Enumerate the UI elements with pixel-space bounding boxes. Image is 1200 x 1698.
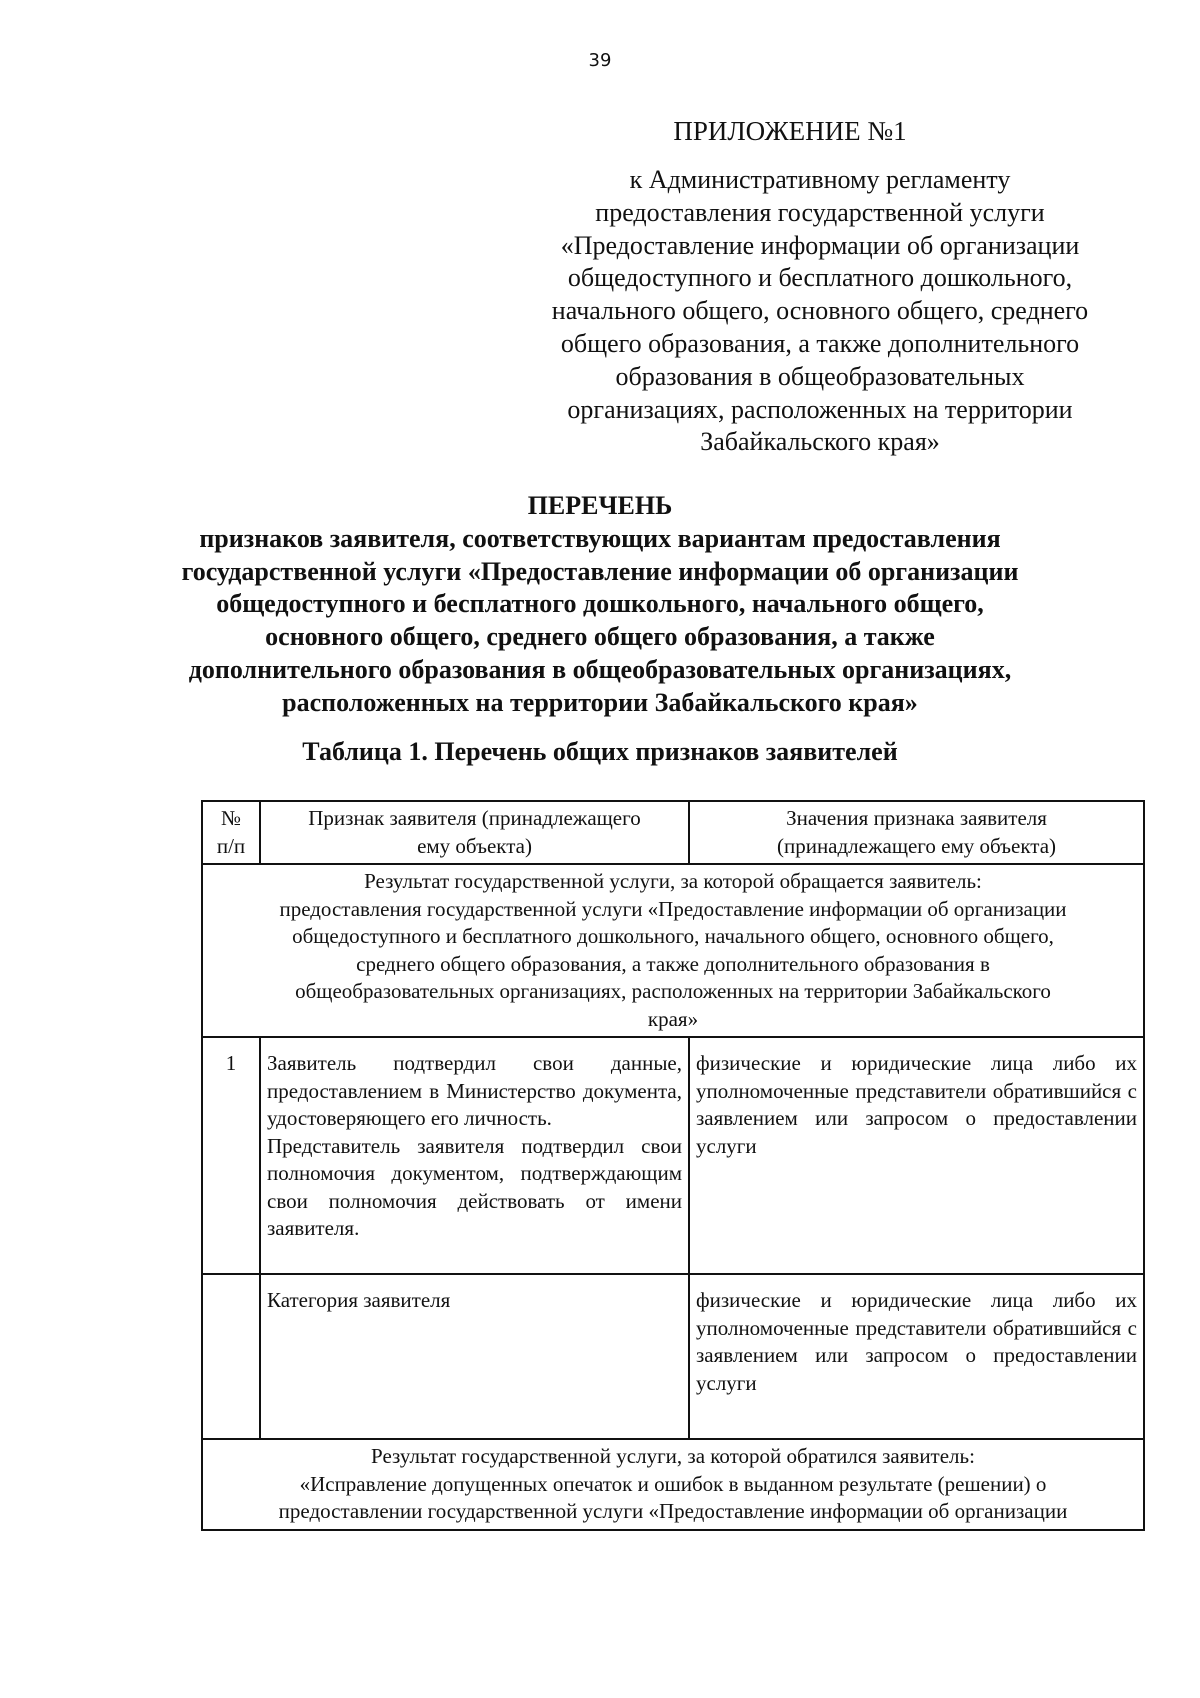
header-sign (260, 801, 689, 864)
heading-line: государственной услуги «Предоставление информации об организации (181, 556, 1019, 586)
header-text: № (220, 806, 242, 830)
appendix-line: организациях, расположенных на территории (567, 394, 1073, 424)
document-heading (0, 490, 1200, 720)
appendix-title: ПРИЛОЖЕНИЕ №1 (673, 116, 907, 146)
sign-text: Заявитель подтвердил свои данные, предоставлением в Министерство документа, удостоверяющего его личность. (267, 1051, 682, 1130)
appendix-line: образования в общеобразовательных (615, 361, 1025, 391)
appendix-line: общего образования, а также дополнительного (560, 328, 1080, 358)
appendix-line: «Предоставление информации об организации (560, 230, 1080, 260)
heading-line: основного общего, среднего общего образования, а также (265, 622, 935, 652)
criteria-table (201, 800, 1145, 1531)
table-title: Таблица 1. Перечень общих признаков заявителей (302, 737, 898, 766)
appendix-line: Забайкальского края» (700, 427, 940, 457)
row-sign (260, 1037, 689, 1274)
result-line: Результат государственной услуги, за которой обращается заявитель: (364, 869, 982, 893)
result-row (202, 864, 1144, 1037)
header-text: Значения признака заявителя (786, 806, 1047, 830)
result-line: «Исправление допущенных опечаток и ошибок в выданном результате (решении) о (299, 1471, 1047, 1496)
appendix-line: общедоступного и бесплатного дошкольного, (567, 263, 1073, 293)
sign-text: Представитель заявителя подтвердил свои полномочия документом, подтверждающим свои полномочия действовать от имени заявителя. (267, 1133, 682, 1240)
result-line: предоставлении государственной услуги «Предоставление информации об организации (278, 1499, 1068, 1523)
appendix-subtitle (520, 164, 1120, 459)
table-row (202, 1274, 1144, 1439)
table-header-row (202, 801, 1144, 864)
row-value: физические и юридические лица либо их уполномоченные представители обратившийся с заявлением или запросом о предоставлении услуги (689, 1274, 1144, 1439)
table-row (202, 1037, 1144, 1274)
appendix-line: предоставления государственной услуги (595, 197, 1045, 227)
result-line: среднего общего образования, а также дополнительного образования в (356, 951, 990, 976)
result-cell (202, 1439, 1144, 1530)
result-line: предоставления государственной услуги «Предоставление информации об организации (279, 896, 1067, 921)
heading-line: дополнительного образования в общеобразовательных организациях, (188, 654, 1012, 684)
row-value: физические и юридические лица либо их уполномоченные представители обратившийся с заявлением или запросом о предоставлении услуги (689, 1037, 1144, 1274)
header-value (689, 801, 1144, 864)
result-cell (202, 864, 1144, 1037)
result-line: общеобразовательных организациях, расположенных на территории Забайкальского (295, 979, 1051, 1003)
result-line: Результат государственной услуги, за которой обратился заявитель: (371, 1444, 975, 1468)
page-number: 39 (588, 50, 612, 71)
header-text: Признак заявителя (принадлежащего (308, 806, 641, 830)
row-number (202, 1274, 260, 1439)
header-text: ему объекта) (417, 833, 532, 858)
row-sign: Категория заявителя (260, 1274, 689, 1439)
row-number: 1 (202, 1037, 260, 1274)
heading-line: общедоступного и бесплатного дошкольного, начального общего, (216, 589, 984, 619)
result-line: края» (647, 1006, 699, 1031)
appendix-line: начального общего, основного общего, среднего (551, 296, 1089, 326)
result-line: общедоступного и бесплатного дошкольного, начального общего, основного общего, (292, 924, 1054, 948)
header-text: (принадлежащего ему объекта) (776, 833, 1057, 858)
header-number (202, 801, 260, 864)
appendix-line: к Административному регламенту (629, 165, 1011, 194)
heading-line: признаков заявителя, соответствующих вариантам предоставления (199, 523, 1001, 553)
header-text: п/п (216, 833, 246, 858)
result-row (202, 1439, 1144, 1530)
heading-line: расположенных на территории Забайкальского края» (282, 687, 918, 717)
heading-title: ПЕРЕЧЕНЬ (527, 491, 673, 520)
